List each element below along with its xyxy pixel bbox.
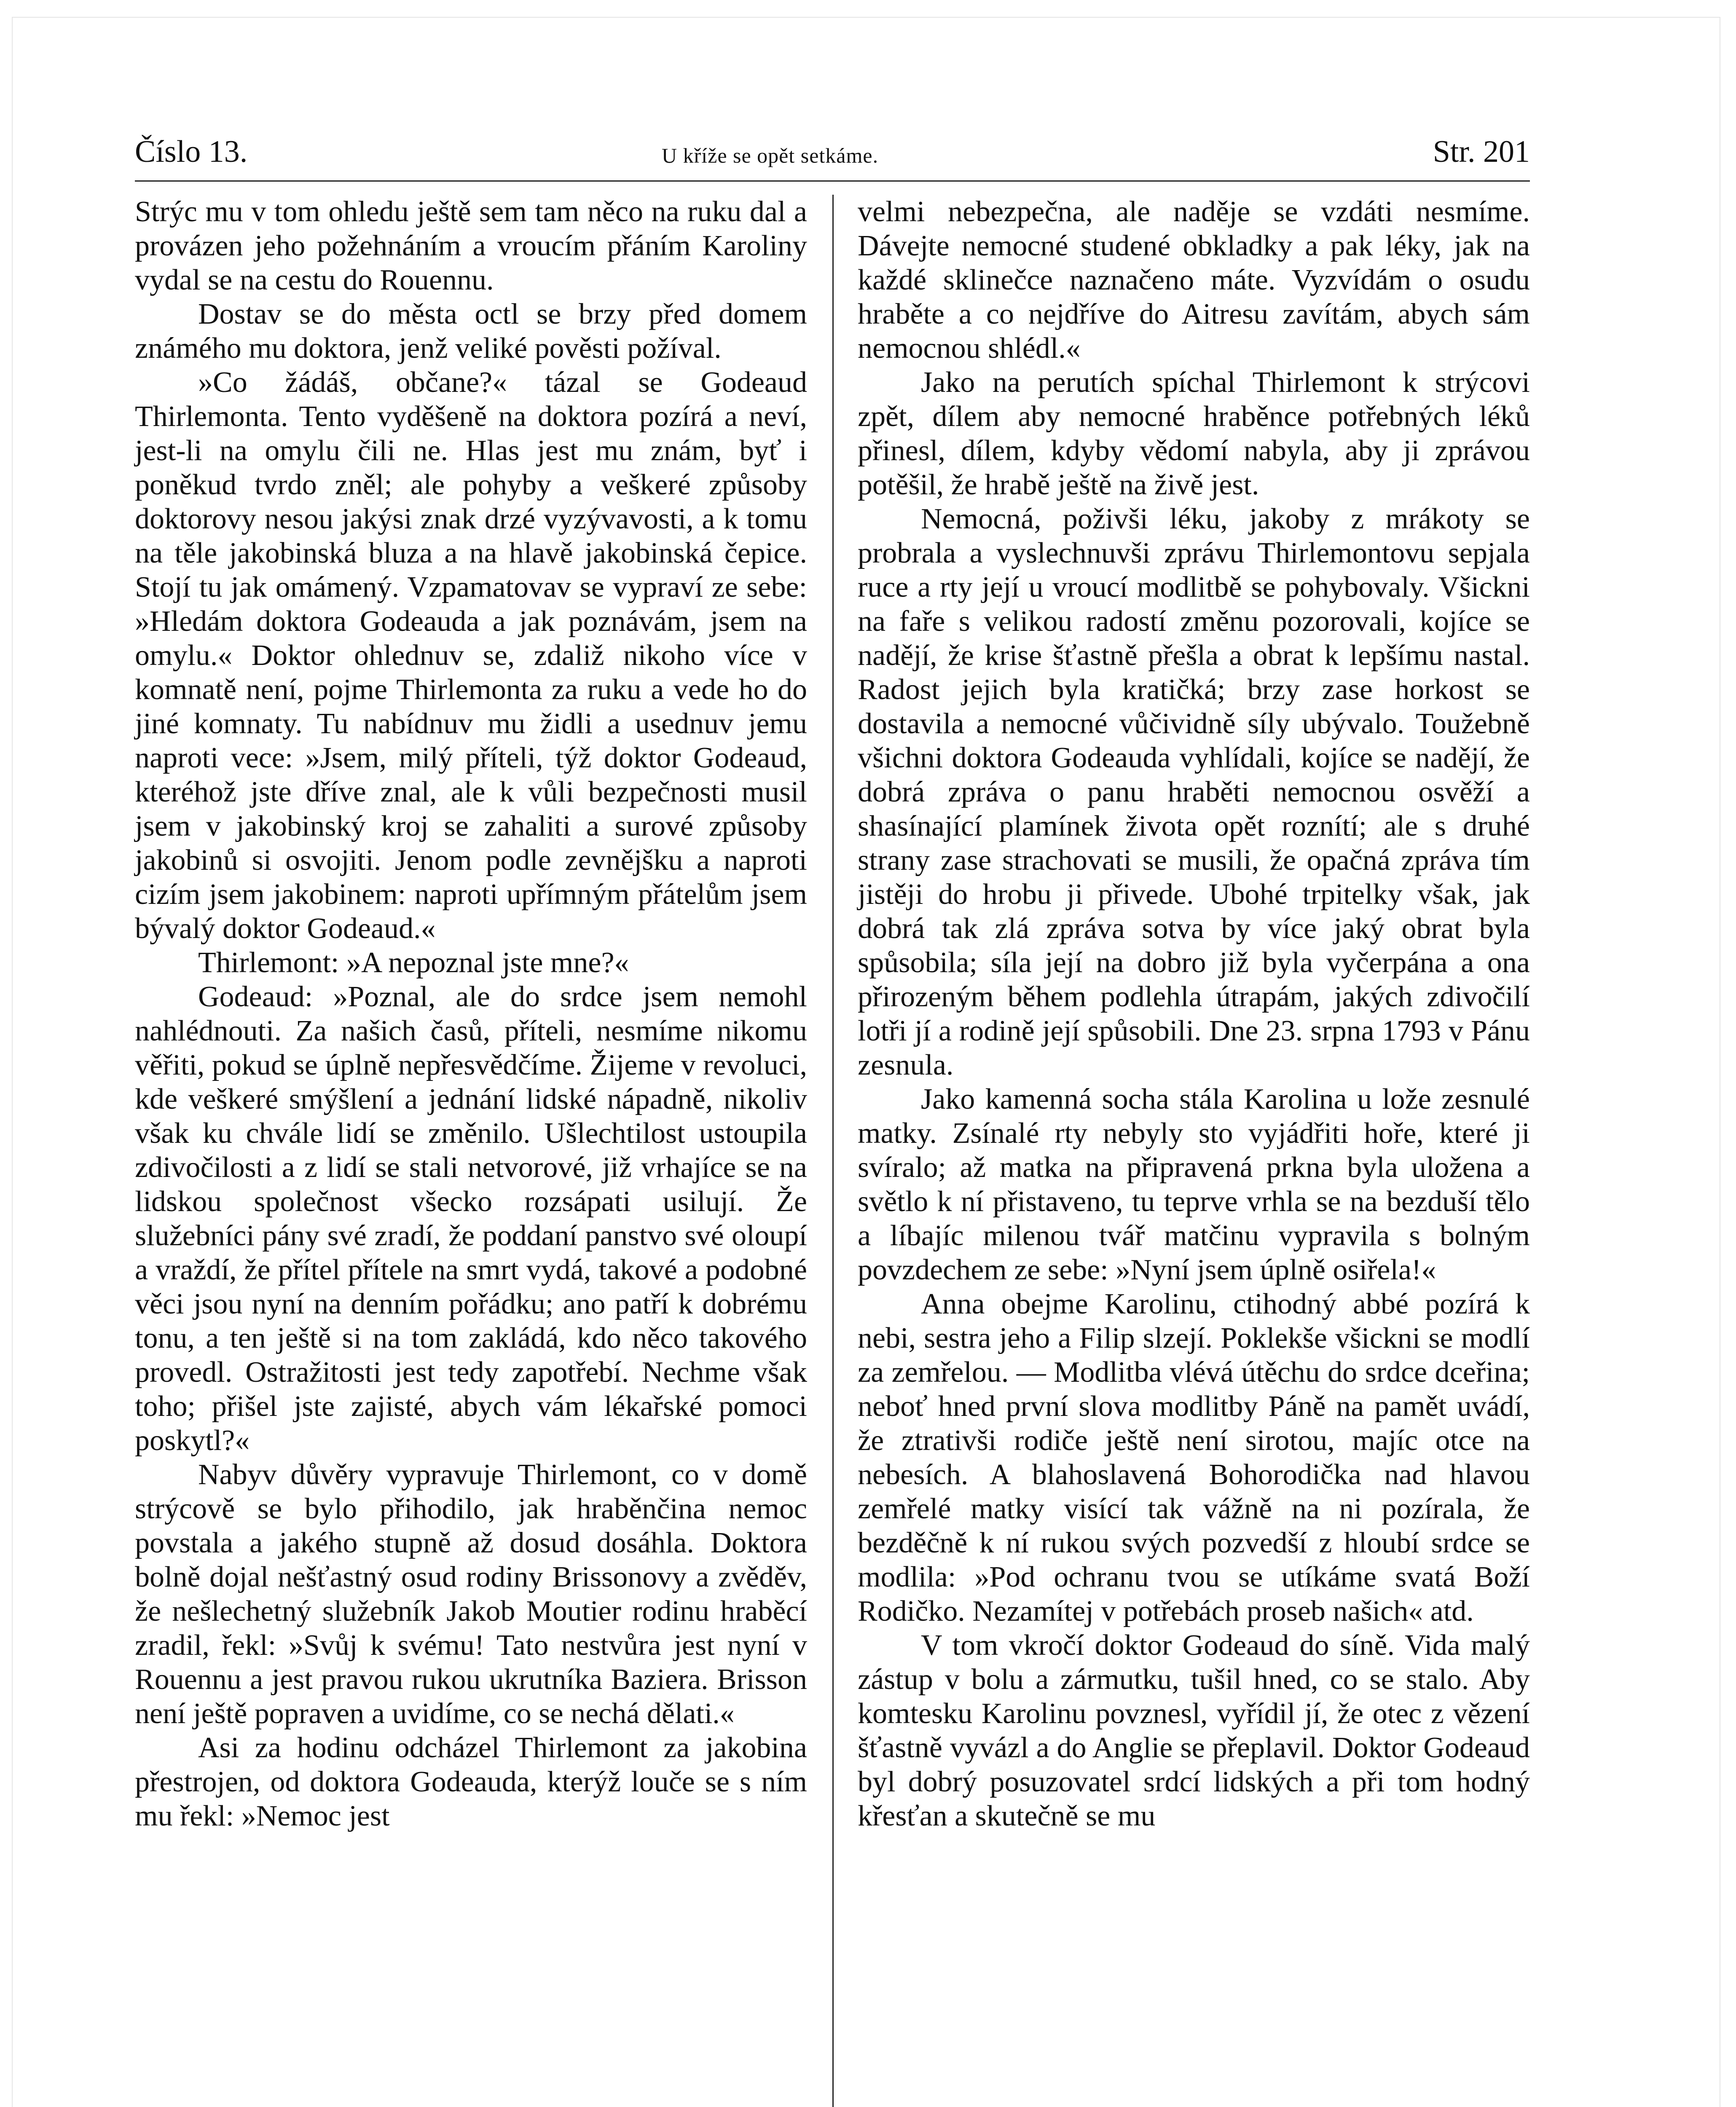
paragraph: Dostav se do města octl se brzy před domem známého mu doktora, jenž veliké pověsti požíval. xyxy=(135,298,807,365)
paragraph: Strýc mu v tom ohledu ještě sem tam něco na ruku dal a provázen jeho požehnáním a vroucím přáním Karoliny vydal se na cestu do Rouennu. xyxy=(135,196,807,296)
paragraph: Nabyv důvěry vypravuje Thirlemont, co v domě strýcově se bylo přihodilo, jak hraběnčina nemoc povstala a jakého stupně až dosud dosáhla. Doktora bolně dojal nešťastný osud rodiny Brissonovy a zvěděv, že nešlechetný služebník Jakob Moutier rodinu hraběcí zradil, řekl: »Svůj k svému! Tato nestvůra jest nyní v Rouennu a jest pravou rukou ukrutníka Baziera. Brisson není ještě popraven a uvidíme, co se nechá dělati.« xyxy=(135,1458,807,1730)
document-page xyxy=(135,126,1530,2107)
running-head xyxy=(135,126,1530,181)
left-column xyxy=(135,195,807,1833)
right-column xyxy=(858,195,1530,1833)
header-rule xyxy=(135,180,1530,182)
paragraph: Thirlemont: »A nepoznal jste mne?« xyxy=(198,946,629,979)
paragraph: Anna obejme Karolinu, ctihodný abbé pozírá k nebi, sestra jeho a Filip slzejí. Poklekše všickni se modlí za zemřelou. — Modlitba vlévá útěchu do srdce dceřina; neboť hned první slova modlitby Páně na pamět uvádí, že ztrativši rodiče ještě není sirotou, majíc otce na nebesích. A blahoslavená Bohorodička nad hlavou zemřelé matky visící tak vážně na ni pozírala, že bezděčně k ní rukou svých pozvedší z hloubí srdce se modlila: »Pod ochranu tvou se utíkáme svatá Boží Rodičko. Nezamítej v potřebách proseb našich« atd. xyxy=(858,1288,1530,1627)
issue-number: Číslo 13. xyxy=(135,134,248,169)
paragraph: Nemocná, poživši léku, jakoby z mrákoty se probrala a vyslechnuvši zprávu Thirlemontovu sepjala ruce a rty její u vroucí modlitbě se pohybovaly. Všickni na faře s velikou radostí změnu pozorovali, kojíce se nadějí, že krise šťastně přešla a obrat k lepšímu nastal. Radost jejich byla kratičká; brzy zase horkost se dostavila a nemocné vůčividně síly ubývalo. Toužebně všichni doktora Godeauda vyhlídali, kojíce se nadějí, že dobrá zpráva o panu hraběti nemocnou osvěží a shasínající plamínek života opět roznítí; ale s druhé strany zase strachovati se musili, že opačná zpráva tím jistěji do hrobu ji přivede. Ubohé trpitelky však, jak dobrá tak zlá zpráva sotva by více jaký obrat byla spůsobila; síla její na dobro již byla vyčerpána a ona přirozeným během podlehla útrapám, jakých zdivočilí lotři jí a rodině její spůsobili. Dne 23. srpna 1793 v Pánu zesnula. xyxy=(858,503,1530,1081)
paragraph: V tom vkročí doktor Godeaud do síně. Vida malý zástup v bolu a zármutku, tušil hned, co se stalo. Aby komtesku Karolinu povznesl, vyřídil jí, že otec z vězení šťastně vyvázl a do Anglie se přeplavil. Doktor Godeaud byl dobrý posuzovatel srdcí lidských a při tom hodný křesťan a skutečně se mu xyxy=(858,1629,1530,1832)
paragraph: Jako na perutích spíchal Thirlemont k strýcovi zpět, dílem aby nemocné hraběnce potřebných léků přinesl, dílem, kdyby vědomí nabyla, aby ji zprávou potěšil, že hrabě ještě na živě jest. xyxy=(858,366,1530,501)
running-title: U kříže se opět setkáme. xyxy=(662,144,879,167)
column-divider xyxy=(832,195,834,2107)
paragraph: Jako kamenná socha stála Karolina u lože zesnulé matky. Zsínalé rty nebyly sto vyjádřiti hoře, které ji svíralo; až matka na připravená prkna byla uložena a světlo k ní přistaveno, tu teprve vrhla se na bezduší tělo a líbajíc milenou tvář matčinu vypravila s bolným povzdechem ze sebe: »Nyní jsem úplně osiřela!« xyxy=(858,1083,1530,1286)
paragraph: »Co žádáš, občane?« tázal se Godeaud Thirlemonta. Tento vyděšeně na doktora pozírá a neví, jest-li na omylu čili ne. Hlas jest mu znám, byť i poněkud tvrdo zněl; ale pohyby a veškeré způsoby doktorovy nesou jakýsi znak drzé vyzývavosti, a k tomu na těle jakobinská bluza a na hlavě jakobinská čepice. Stojí tu jak omámený. Vzpamatovav se vypraví ze sebe: »Hledám doktora Godeauda a jak poznávám, jsem na omylu.« Doktor ohlednuv se, zdaliž nikoho více v komnatě není, pojme Thirlemonta za ruku a vede ho do jiné komnaty. Tu nabídnuv mu židli a usednuv jemu naproti vece: »Jsem, milý příteli, týž doktor Godeaud, kteréhož jste dříve znal, ale k vůli bezpečnosti musil jsem v jakobinský kroj se zahaliti a surové způsoby jakobinů si osvojiti. Jenom podle zevnějšku a naproti cizím jsem jakobinem: naproti upřímným přátelům jsem bývalý doktor Godeaud.« xyxy=(135,366,807,945)
page-number: Str. 201 xyxy=(1433,134,1530,169)
paragraph: velmi nebezpečna, ale naděje se vzdáti nesmíme. Dávejte nemocné studené obkladky a pak léky, jak na každé sklinečce naznačeno máte. Vyzvídám o osudu hraběte a co nejdříve do Aitresu zavítám, abych sám nemocnou shlédl.« xyxy=(858,196,1530,365)
paragraph: Asi za hodinu odcházel Thirlemont za jakobina přestrojen, od doktora Godeauda, kterýž louče se s ním mu řekl: »Nemoc jest xyxy=(135,1732,807,1832)
paragraph: Godeaud: »Poznal, ale do srdce jsem nemohl nahlédnouti. Za našich časů, příteli, nesmíme nikomu věřiti, pokud se úplně nepřesvědčíme. Žijeme v revoluci, kde veškeré smýšlení a jednání lidské nápadně, nikoliv však ku chvále lidí se změnilo. Ušlechtilost ustoupila zdivočilosti a z lidí se stali netvorové, již vrhajíce se na lidskou společnost všecko rozsápati usilují. Že služebníci pány své zradí, že poddaní panstvo své oloupí a vraždí, že přítel přítele na smrt vydá, takové a podobné věci jsou nyní na denním pořádku; ano patří k dobrému tonu, a ten ještě si na tom zakládá, kdo něco takového provedl. Ostražitosti jest tedy zapotřebí. Nechme však toho; přišel jste zajisté, abych vám lékařské pomoci poskytl?« xyxy=(135,981,807,1457)
